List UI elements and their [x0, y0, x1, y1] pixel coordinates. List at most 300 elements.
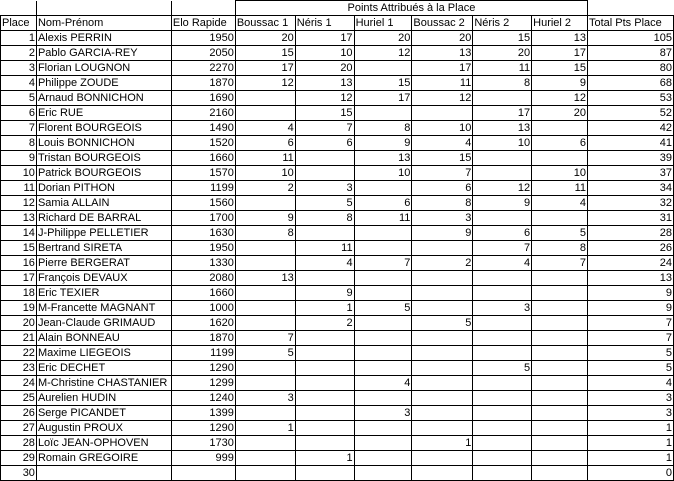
neris-1-cell[interactable]: 5	[295, 196, 354, 211]
huriel-2-cell[interactable]	[532, 436, 588, 451]
huriel-2-cell[interactable]	[532, 331, 588, 346]
neris-1-cell[interactable]: 15	[295, 106, 354, 121]
name-cell[interactable]: Maxime LIEGEOIS	[36, 346, 171, 361]
elo-cell[interactable]: 2270	[171, 61, 235, 76]
boussac-2-cell[interactable]: 2	[412, 256, 473, 271]
name-cell[interactable]: Tristan BOURGEOIS	[36, 151, 171, 166]
column-header-huriel-2[interactable]: Huriel 2	[532, 16, 588, 31]
elo-cell[interactable]: 1290	[171, 421, 235, 436]
boussac-1-cell[interactable]	[235, 241, 295, 256]
total-cell[interactable]: 28	[588, 226, 674, 241]
neris-2-cell[interactable]	[473, 211, 532, 226]
elo-cell[interactable]: 1700	[171, 211, 235, 226]
neris-1-cell[interactable]	[295, 376, 354, 391]
boussac-1-cell[interactable]: 7	[235, 331, 295, 346]
place-cell[interactable]: 27	[1, 421, 37, 436]
huriel-1-cell[interactable]	[354, 346, 412, 361]
huriel-2-cell[interactable]	[532, 211, 588, 226]
name-cell[interactable]: Pierre BERGERAT	[36, 256, 171, 271]
total-cell[interactable]: 3	[588, 391, 674, 406]
boussac-1-cell[interactable]: 9	[235, 211, 295, 226]
huriel-2-cell[interactable]	[532, 151, 588, 166]
name-cell[interactable]: Florent BOURGEOIS	[36, 121, 171, 136]
boussac-1-cell[interactable]	[235, 451, 295, 466]
total-cell[interactable]: 7	[588, 316, 674, 331]
neris-2-cell[interactable]	[473, 346, 532, 361]
name-cell[interactable]: Eric TEXIER	[36, 286, 171, 301]
boussac-2-cell[interactable]: 9	[412, 226, 473, 241]
huriel-1-cell[interactable]	[354, 241, 412, 256]
huriel-1-cell[interactable]: 20	[354, 31, 412, 46]
neris-2-cell[interactable]: 11	[473, 61, 532, 76]
neris-1-cell[interactable]: 2	[295, 316, 354, 331]
place-cell[interactable]: 24	[1, 376, 37, 391]
boussac-1-cell[interactable]: 15	[235, 46, 295, 61]
huriel-1-cell[interactable]: 11	[354, 211, 412, 226]
total-cell[interactable]: 13	[588, 271, 674, 286]
neris-2-cell[interactable]: 17	[473, 106, 532, 121]
neris-1-cell[interactable]	[295, 466, 354, 481]
huriel-2-cell[interactable]: 5	[532, 226, 588, 241]
elo-cell[interactable]: 1620	[171, 316, 235, 331]
total-cell[interactable]: 39	[588, 151, 674, 166]
elo-cell[interactable]: 999	[171, 451, 235, 466]
name-cell[interactable]: Eric RUE	[36, 106, 171, 121]
boussac-2-cell[interactable]: 7	[412, 166, 473, 181]
total-cell[interactable]: 52	[588, 106, 674, 121]
total-cell[interactable]: 9	[588, 286, 674, 301]
elo-cell[interactable]: 1560	[171, 196, 235, 211]
huriel-2-cell[interactable]	[532, 316, 588, 331]
huriel-1-cell[interactable]	[354, 466, 412, 481]
name-cell[interactable]: M-Christine CHASTANIER	[36, 376, 171, 391]
huriel-1-cell[interactable]: 5	[354, 301, 412, 316]
elo-cell[interactable]: 2080	[171, 271, 235, 286]
neris-1-cell[interactable]	[295, 271, 354, 286]
column-header-neris-2[interactable]: Néris 2	[473, 16, 532, 31]
neris-1-cell[interactable]: 13	[295, 76, 354, 91]
huriel-2-cell[interactable]	[532, 121, 588, 136]
boussac-2-cell[interactable]: 12	[412, 91, 473, 106]
name-cell[interactable]: Jean-Claude GRIMAUD	[36, 316, 171, 331]
name-cell[interactable]: Bertrand SIRETA	[36, 241, 171, 256]
total-cell[interactable]: 0	[588, 466, 674, 481]
neris-2-cell[interactable]: 15	[473, 31, 532, 46]
total-cell[interactable]: 9	[588, 301, 674, 316]
huriel-2-cell[interactable]	[532, 301, 588, 316]
huriel-2-cell[interactable]: 13	[532, 31, 588, 46]
boussac-1-cell[interactable]	[235, 376, 295, 391]
place-cell[interactable]: 17	[1, 271, 37, 286]
place-cell[interactable]: 3	[1, 61, 37, 76]
boussac-1-cell[interactable]: 1	[235, 421, 295, 436]
huriel-1-cell[interactable]: 4	[354, 376, 412, 391]
name-cell[interactable]: Augustin PROUX	[36, 421, 171, 436]
boussac-1-cell[interactable]: 2	[235, 181, 295, 196]
elo-cell[interactable]	[171, 466, 235, 481]
boussac-1-cell[interactable]: 10	[235, 166, 295, 181]
neris-2-cell[interactable]: 7	[473, 241, 532, 256]
huriel-2-cell[interactable]: 10	[532, 166, 588, 181]
huriel-2-cell[interactable]	[532, 361, 588, 376]
neris-2-cell[interactable]	[473, 91, 532, 106]
total-cell[interactable]: 1	[588, 436, 674, 451]
boussac-2-cell[interactable]: 13	[412, 46, 473, 61]
neris-2-cell[interactable]: 5	[473, 361, 532, 376]
total-cell[interactable]: 26	[588, 241, 674, 256]
place-cell[interactable]: 18	[1, 286, 37, 301]
neris-2-cell[interactable]	[473, 331, 532, 346]
boussac-1-cell[interactable]: 20	[235, 31, 295, 46]
huriel-2-cell[interactable]	[532, 421, 588, 436]
boussac-1-cell[interactable]: 12	[235, 76, 295, 91]
place-cell[interactable]: 13	[1, 211, 37, 226]
boussac-2-cell[interactable]: 20	[412, 31, 473, 46]
name-cell[interactable]: Pablo GARCIA-REY	[36, 46, 171, 61]
group-header-cell[interactable]: Points Attribués à la Place	[235, 1, 587, 16]
total-cell[interactable]: 1	[588, 451, 674, 466]
elo-cell[interactable]: 1000	[171, 301, 235, 316]
total-cell[interactable]: 53	[588, 91, 674, 106]
elo-cell[interactable]: 1870	[171, 331, 235, 346]
boussac-1-cell[interactable]: 8	[235, 226, 295, 241]
place-cell[interactable]: 6	[1, 106, 37, 121]
boussac-1-cell[interactable]: 11	[235, 151, 295, 166]
name-cell[interactable]: Dorian PITHON	[36, 181, 171, 196]
neris-1-cell[interactable]: 8	[295, 211, 354, 226]
boussac-1-cell[interactable]: 5	[235, 346, 295, 361]
place-cell[interactable]: 8	[1, 136, 37, 151]
huriel-2-cell[interactable]: 11	[532, 181, 588, 196]
total-cell[interactable]: 41	[588, 136, 674, 151]
huriel-2-cell[interactable]: 6	[532, 136, 588, 151]
huriel-1-cell[interactable]: 10	[354, 166, 412, 181]
name-cell[interactable]: Aurelien HUDIN	[36, 391, 171, 406]
column-header-boussac-2[interactable]: Boussac 2	[412, 16, 473, 31]
neris-1-cell[interactable]: 17	[295, 31, 354, 46]
boussac-2-cell[interactable]: 11	[412, 76, 473, 91]
elo-cell[interactable]: 1660	[171, 151, 235, 166]
huriel-1-cell[interactable]: 9	[354, 136, 412, 151]
huriel-2-cell[interactable]	[532, 466, 588, 481]
neris-2-cell[interactable]	[473, 466, 532, 481]
huriel-2-cell[interactable]	[532, 451, 588, 466]
neris-2-cell[interactable]	[473, 406, 532, 421]
huriel-1-cell[interactable]	[354, 286, 412, 301]
boussac-2-cell[interactable]	[412, 106, 473, 121]
boussac-2-cell[interactable]	[412, 376, 473, 391]
name-cell[interactable]: Arnaud BONNICHON	[36, 91, 171, 106]
huriel-2-cell[interactable]	[532, 376, 588, 391]
huriel-1-cell[interactable]: 6	[354, 196, 412, 211]
elo-cell[interactable]: 1199	[171, 181, 235, 196]
column-header-total[interactable]: Total Pts Place	[588, 16, 674, 31]
boussac-1-cell[interactable]	[235, 436, 295, 451]
neris-1-cell[interactable]: 7	[295, 121, 354, 136]
place-cell[interactable]: 14	[1, 226, 37, 241]
group-header-blank[interactable]	[588, 1, 674, 16]
neris-1-cell[interactable]: 1	[295, 451, 354, 466]
boussac-1-cell[interactable]	[235, 316, 295, 331]
neris-1-cell[interactable]	[295, 421, 354, 436]
huriel-1-cell[interactable]	[354, 316, 412, 331]
neris-1-cell[interactable]: 1	[295, 301, 354, 316]
name-cell[interactable]: M-Francette MAGNANT	[36, 301, 171, 316]
huriel-1-cell[interactable]: 15	[354, 76, 412, 91]
elo-cell[interactable]: 1570	[171, 166, 235, 181]
neris-1-cell[interactable]: 3	[295, 181, 354, 196]
boussac-2-cell[interactable]	[412, 271, 473, 286]
name-cell[interactable]: Philippe ZOUDE	[36, 76, 171, 91]
neris-2-cell[interactable]	[473, 286, 532, 301]
boussac-2-cell[interactable]	[412, 466, 473, 481]
elo-cell[interactable]: 1199	[171, 346, 235, 361]
boussac-2-cell[interactable]	[412, 346, 473, 361]
name-cell[interactable]: Richard DE BARRAL	[36, 211, 171, 226]
neris-2-cell[interactable]	[473, 391, 532, 406]
boussac-2-cell[interactable]: 17	[412, 61, 473, 76]
name-cell[interactable]	[36, 466, 171, 481]
elo-cell[interactable]: 1520	[171, 136, 235, 151]
total-cell[interactable]: 105	[588, 31, 674, 46]
neris-2-cell[interactable]	[473, 451, 532, 466]
column-header-name[interactable]: Nom-Prénom	[36, 16, 171, 31]
neris-2-cell[interactable]: 3	[473, 301, 532, 316]
name-cell[interactable]: Louis BONNICHON	[36, 136, 171, 151]
place-cell[interactable]: 20	[1, 316, 37, 331]
total-cell[interactable]: 34	[588, 181, 674, 196]
boussac-2-cell[interactable]	[412, 421, 473, 436]
boussac-2-cell[interactable]: 8	[412, 196, 473, 211]
boussac-2-cell[interactable]: 3	[412, 211, 473, 226]
huriel-2-cell[interactable]	[532, 346, 588, 361]
huriel-2-cell[interactable]	[532, 286, 588, 301]
name-cell[interactable]: Loïc JEAN-OPHOVEN	[36, 436, 171, 451]
huriel-1-cell[interactable]	[354, 181, 412, 196]
column-header-huriel-1[interactable]: Huriel 1	[354, 16, 412, 31]
total-cell[interactable]: 80	[588, 61, 674, 76]
place-cell[interactable]: 29	[1, 451, 37, 466]
boussac-1-cell[interactable]: 3	[235, 391, 295, 406]
boussac-1-cell[interactable]	[235, 406, 295, 421]
column-header-neris-1[interactable]: Néris 1	[295, 16, 354, 31]
place-cell[interactable]: 23	[1, 361, 37, 376]
place-cell[interactable]: 19	[1, 301, 37, 316]
elo-cell[interactable]: 1490	[171, 121, 235, 136]
neris-1-cell[interactable]: 6	[295, 136, 354, 151]
place-cell[interactable]: 11	[1, 181, 37, 196]
column-header-boussac-1[interactable]: Boussac 1	[235, 16, 295, 31]
place-cell[interactable]: 9	[1, 151, 37, 166]
place-cell[interactable]: 2	[1, 46, 37, 61]
neris-2-cell[interactable]: 8	[473, 76, 532, 91]
total-cell[interactable]: 37	[588, 166, 674, 181]
neris-1-cell[interactable]	[295, 361, 354, 376]
huriel-2-cell[interactable]: 15	[532, 61, 588, 76]
neris-1-cell[interactable]	[295, 406, 354, 421]
boussac-1-cell[interactable]	[235, 91, 295, 106]
huriel-2-cell[interactable]	[532, 406, 588, 421]
neris-1-cell[interactable]	[295, 436, 354, 451]
name-cell[interactable]: Alexis PERRIN	[36, 31, 171, 46]
group-header-blank[interactable]	[171, 1, 235, 16]
elo-cell[interactable]: 1299	[171, 376, 235, 391]
elo-cell[interactable]: 1870	[171, 76, 235, 91]
neris-2-cell[interactable]: 6	[473, 226, 532, 241]
name-cell[interactable]: Romain GREGOIRE	[36, 451, 171, 466]
total-cell[interactable]: 42	[588, 121, 674, 136]
elo-cell[interactable]: 2160	[171, 106, 235, 121]
group-header-blank[interactable]	[1, 1, 37, 16]
huriel-2-cell[interactable]: 7	[532, 256, 588, 271]
total-cell[interactable]: 24	[588, 256, 674, 271]
neris-2-cell[interactable]: 13	[473, 121, 532, 136]
neris-1-cell[interactable]: 10	[295, 46, 354, 61]
name-cell[interactable]: Florian LOUGNON	[36, 61, 171, 76]
column-header-elo[interactable]: Elo Rapide	[171, 16, 235, 31]
huriel-2-cell[interactable]: 9	[532, 76, 588, 91]
neris-1-cell[interactable]	[295, 391, 354, 406]
boussac-2-cell[interactable]	[412, 241, 473, 256]
elo-cell[interactable]: 1290	[171, 361, 235, 376]
neris-1-cell[interactable]	[295, 331, 354, 346]
huriel-2-cell[interactable]	[532, 271, 588, 286]
boussac-2-cell[interactable]	[412, 286, 473, 301]
boussac-1-cell[interactable]	[235, 106, 295, 121]
elo-cell[interactable]: 1399	[171, 406, 235, 421]
boussac-2-cell[interactable]: 15	[412, 151, 473, 166]
place-cell[interactable]: 16	[1, 256, 37, 271]
huriel-1-cell[interactable]	[354, 391, 412, 406]
name-cell[interactable]: Serge PICANDET	[36, 406, 171, 421]
elo-cell[interactable]: 1950	[171, 241, 235, 256]
huriel-1-cell[interactable]	[354, 61, 412, 76]
neris-2-cell[interactable]	[473, 271, 532, 286]
neris-2-cell[interactable]: 20	[473, 46, 532, 61]
column-header-place[interactable]: Place	[1, 16, 37, 31]
neris-1-cell[interactable]: 4	[295, 256, 354, 271]
boussac-2-cell[interactable]	[412, 451, 473, 466]
neris-1-cell[interactable]	[295, 346, 354, 361]
huriel-2-cell[interactable]: 4	[532, 196, 588, 211]
elo-cell[interactable]: 2050	[171, 46, 235, 61]
place-cell[interactable]: 22	[1, 346, 37, 361]
total-cell[interactable]: 31	[588, 211, 674, 226]
huriel-1-cell[interactable]: 13	[354, 151, 412, 166]
place-cell[interactable]: 1	[1, 31, 37, 46]
boussac-2-cell[interactable]	[412, 301, 473, 316]
boussac-2-cell[interactable]	[412, 361, 473, 376]
total-cell[interactable]: 5	[588, 361, 674, 376]
neris-2-cell[interactable]: 4	[473, 256, 532, 271]
name-cell[interactable]: François DEVAUX	[36, 271, 171, 286]
place-cell[interactable]: 10	[1, 166, 37, 181]
boussac-2-cell[interactable]: 1	[412, 436, 473, 451]
name-cell[interactable]: Patrick BOURGEOIS	[36, 166, 171, 181]
huriel-2-cell[interactable]	[532, 391, 588, 406]
place-cell[interactable]: 26	[1, 406, 37, 421]
place-cell[interactable]: 28	[1, 436, 37, 451]
neris-2-cell[interactable]	[473, 316, 532, 331]
name-cell[interactable]: J-Philippe PELLETIER	[36, 226, 171, 241]
place-cell[interactable]: 25	[1, 391, 37, 406]
elo-cell[interactable]: 1950	[171, 31, 235, 46]
place-cell[interactable]: 5	[1, 91, 37, 106]
huriel-1-cell[interactable]	[354, 421, 412, 436]
neris-1-cell[interactable]: 12	[295, 91, 354, 106]
neris-2-cell[interactable]: 10	[473, 136, 532, 151]
total-cell[interactable]: 3	[588, 406, 674, 421]
boussac-2-cell[interactable]	[412, 406, 473, 421]
neris-2-cell[interactable]	[473, 436, 532, 451]
neris-1-cell[interactable]: 20	[295, 61, 354, 76]
total-cell[interactable]: 68	[588, 76, 674, 91]
boussac-1-cell[interactable]	[235, 301, 295, 316]
neris-1-cell[interactable]: 11	[295, 241, 354, 256]
boussac-2-cell[interactable]: 6	[412, 181, 473, 196]
boussac-1-cell[interactable]: 6	[235, 136, 295, 151]
total-cell[interactable]: 4	[588, 376, 674, 391]
place-cell[interactable]: 7	[1, 121, 37, 136]
neris-1-cell[interactable]	[295, 226, 354, 241]
huriel-1-cell[interactable]	[354, 226, 412, 241]
huriel-2-cell[interactable]: 20	[532, 106, 588, 121]
total-cell[interactable]: 32	[588, 196, 674, 211]
huriel-1-cell[interactable]	[354, 451, 412, 466]
elo-cell[interactable]: 1630	[171, 226, 235, 241]
huriel-1-cell[interactable]: 17	[354, 91, 412, 106]
neris-2-cell[interactable]	[473, 421, 532, 436]
total-cell[interactable]: 7	[588, 331, 674, 346]
place-cell[interactable]: 21	[1, 331, 37, 346]
neris-2-cell[interactable]	[473, 376, 532, 391]
huriel-1-cell[interactable]: 8	[354, 121, 412, 136]
place-cell[interactable]: 30	[1, 466, 37, 481]
boussac-1-cell[interactable]: 17	[235, 61, 295, 76]
elo-cell[interactable]: 1690	[171, 91, 235, 106]
elo-cell[interactable]: 1330	[171, 256, 235, 271]
huriel-1-cell[interactable]	[354, 106, 412, 121]
huriel-2-cell[interactable]: 12	[532, 91, 588, 106]
boussac-1-cell[interactable]	[235, 466, 295, 481]
total-cell[interactable]: 5	[588, 346, 674, 361]
name-cell[interactable]: Eric DECHET	[36, 361, 171, 376]
elo-cell[interactable]: 1730	[171, 436, 235, 451]
elo-cell[interactable]: 1660	[171, 286, 235, 301]
place-cell[interactable]: 4	[1, 76, 37, 91]
huriel-2-cell[interactable]: 8	[532, 241, 588, 256]
huriel-1-cell[interactable]: 3	[354, 406, 412, 421]
place-cell[interactable]: 15	[1, 241, 37, 256]
huriel-1-cell[interactable]: 7	[354, 256, 412, 271]
huriel-1-cell[interactable]	[354, 271, 412, 286]
huriel-1-cell[interactable]: 12	[354, 46, 412, 61]
boussac-1-cell[interactable]	[235, 256, 295, 271]
elo-cell[interactable]: 1240	[171, 391, 235, 406]
neris-1-cell[interactable]: 9	[295, 286, 354, 301]
boussac-1-cell[interactable]: 13	[235, 271, 295, 286]
boussac-1-cell[interactable]	[235, 286, 295, 301]
neris-2-cell[interactable]: 9	[473, 196, 532, 211]
boussac-2-cell[interactable]: 4	[412, 136, 473, 151]
boussac-2-cell[interactable]: 5	[412, 316, 473, 331]
total-cell[interactable]: 1	[588, 421, 674, 436]
neris-2-cell[interactable]	[473, 166, 532, 181]
place-cell[interactable]: 12	[1, 196, 37, 211]
huriel-1-cell[interactable]	[354, 331, 412, 346]
name-cell[interactable]: Alain BONNEAU	[36, 331, 171, 346]
group-header-blank[interactable]	[36, 1, 171, 16]
